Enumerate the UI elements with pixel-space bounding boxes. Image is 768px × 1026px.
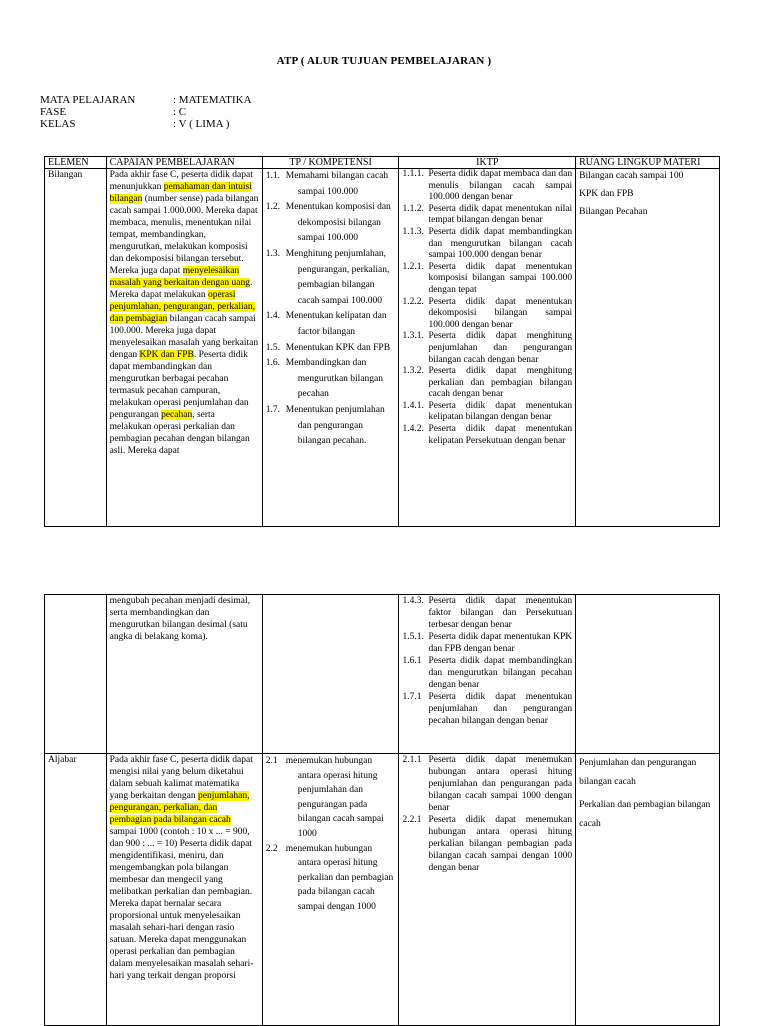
capaian-text: sampai 1000 (contoh : 10 x ... = 900, dan 900 : ... = 10) Peserta didik dapat mengidentifikasi, meniru, dan mengembangkan pola bilangan membesar dan mengecil yang melibatkan perkalian dan pembagian. Mereka dapat bernalar secara proporsional untuk menyelesaikan masalah sehari-hari dengan rasio satuan. Mereka dapat menggunakan operasi perkalian dan pembagian dalam menyelesaikan masalah sehari-hari yang terkait dengan proporsi bbox=[109, 827, 254, 981]
meta-key: KELAS bbox=[40, 118, 76, 130]
iktp-item bbox=[402, 424, 572, 447]
elemen-cell bbox=[45, 595, 107, 754]
header-tp: TP / KOMPETENSI bbox=[262, 157, 399, 169]
iktp-item bbox=[402, 366, 572, 401]
iktp-number: 1.1.1. bbox=[402, 169, 424, 179]
capaian-text: , serta melakukan operasi perkalian dan pembagian pecahan dengan bilangan asli. Mereka dapat bbox=[109, 410, 250, 456]
tp-text: Membandingkan dan mengurutkan bilangan pecahan bbox=[285, 358, 384, 400]
header-iktp: IKTP bbox=[399, 157, 576, 169]
meta-value: : V ( LIMA ) bbox=[173, 118, 230, 130]
tp-number: 1.1. bbox=[265, 171, 281, 181]
highlighted-text: menyelesaikan masalah yang berkaitan dengan uang bbox=[109, 266, 250, 288]
tp-text: Menentukan penjumlahan dan pengurangan bilangan pecahan. bbox=[285, 404, 385, 447]
iktp-number: 1.3.1. bbox=[402, 331, 424, 342]
tp-cell bbox=[262, 169, 399, 527]
meta-value: : MATEMATIKA bbox=[173, 94, 252, 106]
tp-item bbox=[266, 200, 396, 247]
iktp-number: 1.3.2. bbox=[402, 366, 424, 377]
tp-item bbox=[266, 403, 396, 450]
ruang-lingkup-item: Bilangan Pecahan bbox=[579, 207, 648, 217]
capaian-text: . Peserta didik dapat membandingkan dan mengurutkan berbagai pecahan termasuk pecahan campuran, melakukan operasi penjumlahan dan pengurangan bbox=[109, 350, 249, 420]
iktp-number: 1.6.1 bbox=[402, 656, 422, 666]
iktp-item bbox=[402, 262, 572, 297]
tp-text: menemukan hubungan antara operasi hitung perkalian dan pembagian pada bilangan cacah sampai dengan 1000 bbox=[285, 843, 394, 912]
iktp-number: 1.5.1. bbox=[402, 632, 424, 642]
atp-table-page-2 bbox=[44, 594, 720, 1026]
ruang-lingkup-cell bbox=[576, 754, 720, 1026]
capaian-text: Pada akhir fase C, peserta didik dapat mengisi nilai yang belum diketahui dalam sebuah kalimat matematika yang berkaitan dengan bbox=[109, 755, 253, 801]
iktp-item bbox=[402, 655, 572, 691]
capaian-text: Pada akhir fase C, peserta didik dapat menunjukkan bbox=[109, 170, 253, 192]
iktp-text: Peserta didik dapat membaca dan dan menulis bilangan cacah sampai 100.000 dengan benar bbox=[428, 169, 573, 203]
ruang-lingkup-item: KPK dan FPB bbox=[579, 189, 634, 199]
meta-key: MATA PELAJARAN bbox=[40, 94, 136, 106]
meta-row-class bbox=[40, 118, 252, 130]
iktp-text: Peserta didik dapat menentukan faktor bilangan dan Persekutuan terbesar dengan benar bbox=[428, 596, 573, 630]
ruang-lingkup-cell bbox=[576, 169, 720, 527]
iktp-item bbox=[402, 631, 572, 655]
header-elemen: ELEMEN bbox=[45, 157, 107, 169]
tp-cell bbox=[262, 595, 399, 754]
tp-number: 2.1 bbox=[265, 756, 278, 766]
document-meta bbox=[40, 94, 252, 130]
iktp-cell bbox=[399, 169, 576, 527]
iktp-number: 1.2.1. bbox=[402, 261, 424, 272]
capaian-text: (number sense) pada bilangan cacah sampai 1.000.000. Mereka dapat membaca, menulis, menentukan nilai tempat, membandingkan, mengurutkan, melakukan komposisi dan dekomposisi bilangan tersebut. Mereka juga dapat bbox=[109, 194, 259, 276]
iktp-item bbox=[402, 814, 572, 874]
iktp-text: Peserta didik dapat membandingkan dan mengurutkan bilangan pecahan dengan benar bbox=[428, 656, 573, 690]
tp-text: Menentukan kelipatan dan factor bilangan bbox=[285, 311, 387, 337]
iktp-text: Peserta didik dapat menentukan KPK dan FPB dengan benar bbox=[428, 632, 573, 654]
elemen-cell: Bilangan bbox=[45, 169, 107, 527]
tp-number: 1.7. bbox=[265, 404, 281, 415]
tp-cell bbox=[262, 754, 399, 1026]
iktp-text: Peserta didik dapat menghitung penjumlahan dan pengurangan bilangan cacah dengan benar bbox=[428, 331, 573, 365]
tp-text: Menentukan komposisi dan dekomposisi bilangan sampai 100.000 bbox=[285, 202, 391, 244]
iktp-item bbox=[402, 169, 572, 204]
meta-key: FASE bbox=[40, 106, 67, 118]
iktp-item bbox=[402, 331, 572, 366]
highlighted-text: KPK dan FPB bbox=[139, 350, 194, 360]
atp-table-page-1 bbox=[44, 156, 720, 527]
iktp-text: Peserta didik dapat menemukan hubungan antara operasi hitung perkalian bilangan pembagian pada bilangan cacah sampai dengan 1000 dengan benar bbox=[428, 815, 573, 873]
tp-number: 1.6. bbox=[265, 358, 281, 369]
table-row-bilangan-continued bbox=[45, 595, 720, 754]
highlighted-text: pemahaman dan intuisi bilangan bbox=[109, 182, 252, 204]
iktp-cell bbox=[399, 595, 576, 754]
ruang-lingkup-item: Perkalian dan pembagian bilangan cacah bbox=[579, 800, 711, 829]
header-capaian: CAPAIAN PEMBELAJARAN bbox=[106, 157, 262, 169]
meta-value: : C bbox=[173, 106, 187, 118]
iktp-number: 2.2.1 bbox=[402, 815, 422, 825]
iktp-number: 1.4.1. bbox=[402, 400, 424, 411]
tp-text: menemukan hubungan antara operasi hitung penjumlahan dan pengurangan pada bilangan cacah sampai 1000 bbox=[285, 756, 384, 839]
header-ruang-lingkup: RUANG LINGKUP MATERI bbox=[576, 157, 720, 169]
capaian-cell: mengubah pecahan menjadi desimal, serta membandingkan dan mengurutkan bilangan desimal (satu angka di belakang koma). bbox=[106, 595, 262, 754]
highlighted-text: pecahan bbox=[161, 410, 193, 420]
capaian-cell bbox=[106, 754, 262, 1026]
iktp-text: Peserta didik dapat menentukan komposisi bilangan sampai 100.000 dengan tepat bbox=[428, 261, 573, 295]
iktp-item bbox=[402, 227, 572, 262]
capaian-cell bbox=[106, 169, 262, 527]
iktp-text: Peserta didik dapat menemukan hubungan antara operasi hitung penjumlahan dan pengurangan pada bilangan cacah sampai 1000 dengan benar bbox=[428, 755, 573, 813]
iktp-item bbox=[402, 754, 572, 814]
iktp-number: 1.4.2. bbox=[402, 424, 424, 435]
tp-text: Menghitung penjumlahan, pengurangan, perkalian, pembagian bilangan cacah sampai 100.000 bbox=[285, 248, 390, 306]
tp-item bbox=[266, 754, 396, 842]
ruang-lingkup-cell bbox=[576, 595, 720, 754]
table-header-row bbox=[45, 157, 720, 169]
iktp-item bbox=[402, 204, 572, 227]
ruang-lingkup-item: Penjumlahan dan pengurangan bilangan cacah bbox=[579, 758, 697, 787]
tp-item bbox=[266, 356, 396, 403]
tp-number: 1.4. bbox=[265, 311, 281, 322]
iktp-text: Peserta didik dapat menentukan dekomposisi bilangan sampai 100.000 dengan benar bbox=[428, 296, 573, 330]
iktp-item bbox=[402, 401, 572, 424]
iktp-text: Peserta didik dapat menentukan kelipatan bilangan dengan benar bbox=[428, 400, 573, 423]
tp-text: Menentukan KPK dan FPB bbox=[285, 342, 391, 353]
tp-item bbox=[266, 341, 396, 357]
iktp-number: 1.4.3. bbox=[402, 596, 424, 606]
tp-item bbox=[266, 842, 396, 915]
iktp-text: Peserta didik dapat membandingkan dan mengurutkan bilangan cacah sampai 100.000 dengan benar bbox=[428, 226, 573, 261]
iktp-item bbox=[402, 297, 572, 332]
iktp-item bbox=[402, 691, 572, 727]
iktp-cell bbox=[399, 754, 576, 1026]
iktp-number: 1.1.2. bbox=[402, 203, 424, 214]
tp-item bbox=[266, 247, 396, 309]
tp-number: 2.2 bbox=[265, 843, 278, 854]
highlighted-text: penjumlahan, pengurangan, perkalian, dan pembagian pada bilangan cacah bbox=[109, 791, 250, 825]
table-row-bilangan bbox=[45, 169, 720, 527]
tp-number: 1.2. bbox=[265, 202, 281, 213]
ruang-lingkup-item: Bilangan cacah sampai 100 bbox=[579, 171, 684, 181]
iktp-text: Peserta didik dapat menghitung perkalian dan pembagian bilangan cacah dengan benar bbox=[428, 366, 573, 400]
tp-item bbox=[266, 169, 396, 200]
meta-row-phase bbox=[40, 106, 252, 118]
table-row-aljabar bbox=[45, 754, 720, 1026]
iktp-number: 2.1.1 bbox=[402, 755, 422, 765]
iktp-item bbox=[402, 595, 572, 631]
tp-number: 1.3. bbox=[265, 248, 281, 259]
highlighted-text: operasi penjumlahan, pengurangan, perkalian, dan pembagian bbox=[109, 290, 255, 324]
tp-text: Memahami bilangan cacah sampai 100.000 bbox=[285, 171, 389, 197]
iktp-number: 1.2.2. bbox=[402, 296, 424, 307]
tp-number: 1.5. bbox=[265, 342, 281, 353]
meta-row-subject bbox=[40, 94, 252, 106]
iktp-number: 1.7.1 bbox=[402, 692, 422, 702]
iktp-text: Peserta didik dapat menentukan kelipatan Persekutuan dengan benar bbox=[428, 424, 573, 446]
capaian-text: . Mereka dapat melakukan bbox=[109, 278, 253, 300]
iktp-text: Peserta didik dapat menentukan penjumlahan dan pengurangan pecahan bilangan dengan benar bbox=[428, 692, 573, 726]
tp-item bbox=[266, 309, 396, 340]
document-title: ATP ( ALUR TUJUAN PEMBELAJARAN ) bbox=[276, 55, 492, 67]
elemen-cell: Aljabar bbox=[45, 754, 107, 1026]
capaian-text: bilangan cacah sampai 100.000. Mereka juga dapat menyelesaikan masalah yang berkaitan dengan bbox=[109, 314, 259, 360]
iktp-number: 1.1.3. bbox=[402, 226, 424, 237]
iktp-text: Peserta didik dapat menentukan nilai tempat bilangan dengan benar bbox=[428, 203, 573, 226]
